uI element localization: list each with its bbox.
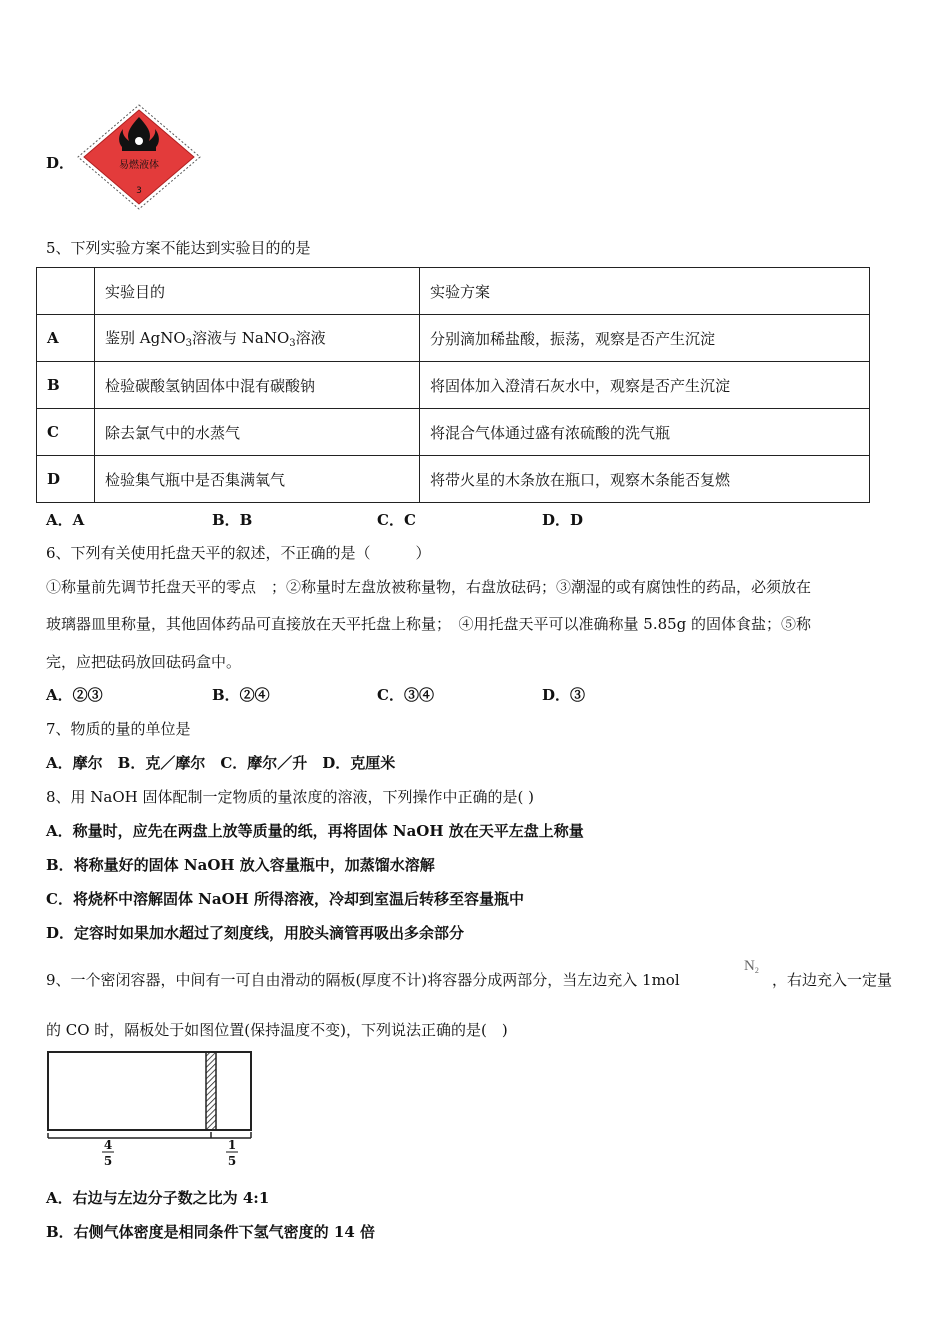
row-plan: 将带火星的木条放在瓶口，观察木条能否复燃 <box>420 456 870 503</box>
table-header-cell <box>37 268 95 315</box>
q5-experiment-table <box>36 267 870 503</box>
q9-formula: $N_2$ <box>744 958 759 975</box>
q5-option-b: B．B <box>212 511 253 529</box>
fraction-left-den: 5 <box>103 1154 113 1168</box>
q6-option-d: D．③ <box>542 686 586 704</box>
row-purpose: 除去氯气中的水蒸气 <box>95 409 420 456</box>
q5-option-a: A．A <box>46 511 85 529</box>
q8-option-b: B．将称量好的固体 NaOH 放入容量瓶中，加蒸馏水溶解 <box>46 856 435 874</box>
q8-option-c: C．将烧杯中溶解固体 NaOH 所得溶液，冷却到室温后转移至容量瓶中 <box>46 890 525 908</box>
row-key: D <box>37 456 95 503</box>
row-key: A <box>37 315 95 362</box>
q5-option-c: C．C <box>377 511 416 529</box>
q6-line: 玻璃器皿里称量，其他固体药品可直接放在天平托盘上称量； ④用托盘天平可以准确称量 5.85g 的固体食盐；⑤称 <box>46 615 812 633</box>
table-row <box>37 409 870 456</box>
q9-container-figure <box>44 1048 256 1172</box>
q6-line: 完，应把砝码放回砝码盒中。 <box>46 653 242 671</box>
row-key: C <box>37 409 95 456</box>
fraction-left-num: 4 <box>103 1138 113 1152</box>
q9-option-b: B．右侧气体密度是相同条件下氢气密度的 14 倍 <box>46 1223 375 1241</box>
container-box <box>48 1052 251 1130</box>
table-header-row <box>37 268 870 315</box>
row-key: B <box>37 362 95 409</box>
row-plan: 分别滴加稀盐酸，振荡，观察是否产生沉淀 <box>420 315 870 362</box>
q5-option-d: D．D <box>542 511 584 529</box>
table-header-cell: 实验方案 <box>420 268 870 315</box>
q6-option-a: A．②③ <box>46 686 103 704</box>
q6-stem: 6、下列有关使用托盘天平的叙述，不正确的是（ ） <box>46 544 431 562</box>
q9-option-a: A．右边与左边分子数之比为 4:1 <box>46 1189 270 1207</box>
q6-option-c: C．③④ <box>377 686 434 704</box>
sign-number: 3 <box>136 186 142 196</box>
table-header-cell: 实验目的 <box>95 268 420 315</box>
fraction-right-den: 5 <box>227 1154 237 1168</box>
table-row <box>37 315 870 362</box>
q8-option-a: A．称量时，应先在两盘上放等质量的纸，再将固体 NaOH 放在天平左盘上称量 <box>46 822 584 840</box>
table-row <box>37 456 870 503</box>
row-plan: 将混合气体通过盛有浓硫酸的洗气瓶 <box>420 409 870 456</box>
q8-stem: 8、用 NaOH 固体配制一定物质的量浓度的溶液，下列操作中正确的是( ) <box>46 788 535 806</box>
row-purpose: 检验集气瓶中是否集满氧气 <box>95 456 420 503</box>
q7-stem: 7、物质的量的单位是 <box>46 720 191 738</box>
fraction-right-num: 1 <box>227 1138 237 1152</box>
q6-option-b: B．②④ <box>212 686 270 704</box>
table-row <box>37 362 870 409</box>
q9-stem-line2: 的 CO 时，隔板处于如图位置(保持温度不变)，下列说法正确的是( ) <box>46 1021 508 1039</box>
q8-option-d: D．定容时如果加水超过了刻度线，用胶头滴管再吸出多余部分 <box>46 924 465 942</box>
sign-text: 易燃液体 <box>119 160 159 171</box>
row-purpose: 鉴别 AgNO$_3$溶液与 NaNO$_3$溶液 <box>95 315 420 362</box>
q5-stem: 5、下列实验方案不能达到实验目的的是 <box>46 239 311 257</box>
q9-stem-part1: 9、一个密闭容器，中间有一可自由滑动的隔板(厚度不计)将容器分成两部分，当左边充入 1mol <box>46 971 680 989</box>
partition <box>206 1052 216 1130</box>
q4-option-d-label: D． <box>46 154 75 172</box>
q6-line: ①称量前先调节托盘天平的零点 ；②称量时左盘放被称量物，右盘放砝码；③潮湿的或有腐蚀性的药品，必须放在 <box>46 578 812 596</box>
row-purpose: 检验碳酸氢钠固体中混有碳酸钠 <box>95 362 420 409</box>
row-plan: 将固体加入澄清石灰水中，观察是否产生沉淀 <box>420 362 870 409</box>
flammable-liquid-sign <box>76 103 202 211</box>
q9-stem-part2: ，右边充入一定量 <box>772 971 893 989</box>
q7-options: A．摩尔 B．克／摩尔 C．摩尔／升 D．克厘米 <box>46 754 396 772</box>
